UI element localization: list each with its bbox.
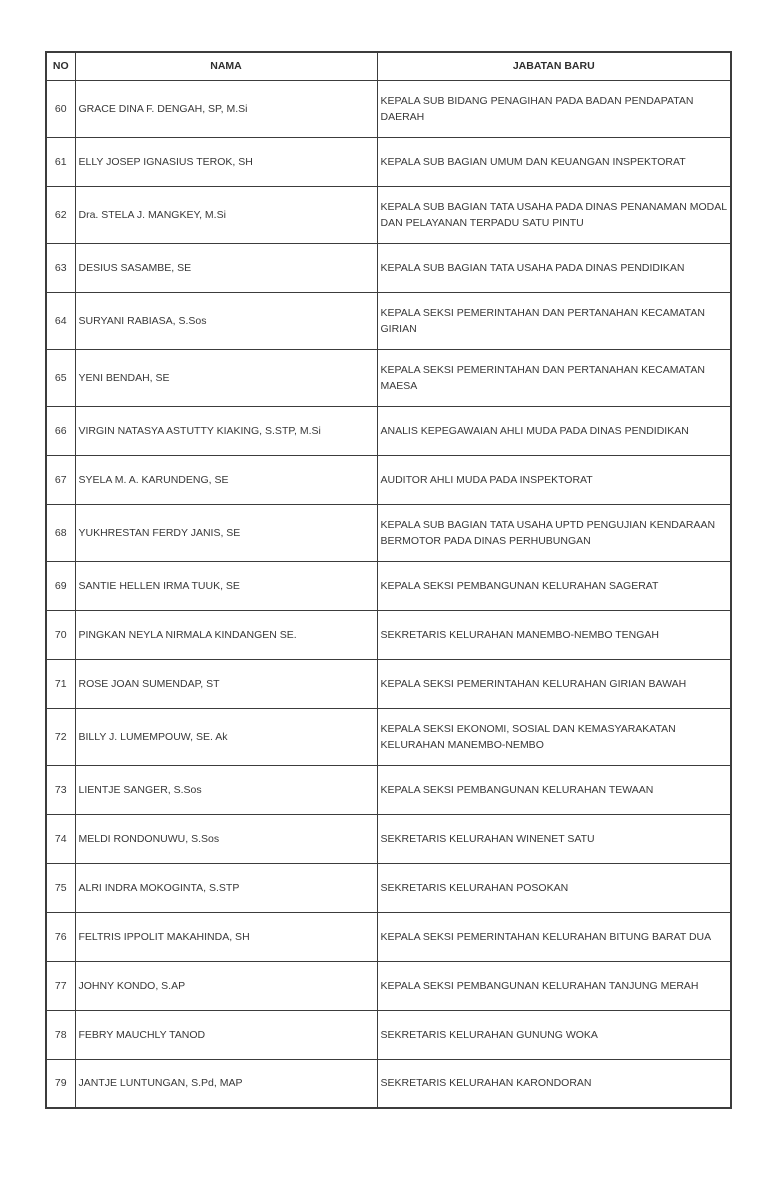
- table-row: [46, 137, 731, 186]
- table-row: [46, 961, 731, 1010]
- row-nama: FEBRY MAUCHLY TANOD: [75, 1010, 377, 1059]
- row-jabatan-baru: KEPALA SEKSI PEMERINTAHAN DAN PERTANAHAN KECAMATAN GIRIAN: [377, 292, 731, 349]
- row-nama: DESIUS SASAMBE, SE: [75, 243, 377, 292]
- table-row: [46, 80, 731, 137]
- table-row: [46, 504, 731, 561]
- row-jabatan-baru: KEPALA SUB BAGIAN TATA USAHA PADA DINAS PENANAMAN MODAL DAN PELAYANAN TERPADU SATU PINTU: [377, 186, 731, 243]
- row-jabatan-baru: SEKRETARIS KELURAHAN GUNUNG WOKA: [377, 1010, 731, 1059]
- table-row: [46, 765, 731, 814]
- row-nama: LIENTJE SANGER, S.Sos: [75, 765, 377, 814]
- row-nama: PINGKAN NEYLA NIRMALA KINDANGEN SE.: [75, 610, 377, 659]
- table-row: [46, 1059, 731, 1108]
- table-row: [46, 292, 731, 349]
- row-jabatan-baru: KEPALA SEKSI PEMBANGUNAN KELURAHAN TANJUNG MERAH: [377, 961, 731, 1010]
- row-jabatan-baru: KEPALA SEKSI PEMBANGUNAN KELURAHAN SAGERAT: [377, 561, 731, 610]
- table-header-row: [46, 52, 731, 80]
- table-row: [46, 186, 731, 243]
- row-jabatan-baru: KEPALA SUB BAGIAN UMUM DAN KEUANGAN INSPEKTORAT: [377, 137, 731, 186]
- row-jabatan-baru: AUDITOR AHLI MUDA PADA INSPEKTORAT: [377, 455, 731, 504]
- row-nama: ALRI INDRA MOKOGINTA, S.STP: [75, 863, 377, 912]
- row-nama: BILLY J. LUMEMPOUW, SE. Ak: [75, 708, 377, 765]
- row-no: 67: [46, 455, 75, 504]
- row-no: 68: [46, 504, 75, 561]
- row-nama: YENI BENDAH, SE: [75, 349, 377, 406]
- table-row: [46, 455, 731, 504]
- row-nama: MELDI RONDONUWU, S.Sos: [75, 814, 377, 863]
- table-row: [46, 243, 731, 292]
- row-no: 69: [46, 561, 75, 610]
- row-no: 76: [46, 912, 75, 961]
- row-no: 63: [46, 243, 75, 292]
- row-no: 61: [46, 137, 75, 186]
- col-header-no: NO: [46, 52, 75, 80]
- row-nama: FELTRIS IPPOLIT MAKAHINDA, SH: [75, 912, 377, 961]
- table-row: [46, 406, 731, 455]
- row-nama: JOHNY KONDO, S.AP: [75, 961, 377, 1010]
- row-no: 70: [46, 610, 75, 659]
- row-no: 75: [46, 863, 75, 912]
- col-header-nama: NAMA: [75, 52, 377, 80]
- row-jabatan-baru: KEPALA SEKSI PEMBANGUNAN KELURAHAN TEWAAN: [377, 765, 731, 814]
- row-nama: Dra. STELA J. MANGKEY, M.Si: [75, 186, 377, 243]
- appointments-table: [45, 51, 732, 1109]
- row-no: 64: [46, 292, 75, 349]
- row-nama: GRACE DINA F. DENGAH, SP, M.Si: [75, 80, 377, 137]
- table-body: [46, 80, 731, 1108]
- row-jabatan-baru: KEPALA SEKSI PEMERINTAHAN KELURAHAN BITUNG BARAT DUA: [377, 912, 731, 961]
- row-nama: VIRGIN NATASYA ASTUTTY KIAKING, S.STP, M.Si: [75, 406, 377, 455]
- row-jabatan-baru: SEKRETARIS KELURAHAN POSOKAN: [377, 863, 731, 912]
- row-no: 73: [46, 765, 75, 814]
- table-row: [46, 659, 731, 708]
- table-row: [46, 349, 731, 406]
- row-no: 72: [46, 708, 75, 765]
- row-jabatan-baru: SEKRETARIS KELURAHAN KARONDORAN: [377, 1059, 731, 1108]
- table-row: [46, 1010, 731, 1059]
- table-row: [46, 912, 731, 961]
- row-nama: SYELA M. A. KARUNDENG, SE: [75, 455, 377, 504]
- col-header-jabatan-baru: JABATAN BARU: [377, 52, 731, 80]
- row-nama: JANTJE LUNTUNGAN, S.Pd, MAP: [75, 1059, 377, 1108]
- row-jabatan-baru: SEKRETARIS KELURAHAN MANEMBO-NEMBO TENGAH: [377, 610, 731, 659]
- row-jabatan-baru: KEPALA SEKSI PEMERINTAHAN KELURAHAN GIRIAN BAWAH: [377, 659, 731, 708]
- row-nama: SANTIE HELLEN IRMA TUUK, SE: [75, 561, 377, 610]
- row-no: 62: [46, 186, 75, 243]
- row-jabatan-baru: ANALIS KEPEGAWAIAN AHLI MUDA PADA DINAS PENDIDIKAN: [377, 406, 731, 455]
- row-jabatan-baru: KEPALA SEKSI PEMERINTAHAN DAN PERTANAHAN KECAMATAN MAESA: [377, 349, 731, 406]
- row-no: 71: [46, 659, 75, 708]
- row-jabatan-baru: KEPALA SUB BIDANG PENAGIHAN PADA BADAN PENDAPATAN DAERAH: [377, 80, 731, 137]
- row-jabatan-baru: KEPALA SUB BAGIAN TATA USAHA UPTD PENGUJIAN KENDARAAN BERMOTOR PADA DINAS PERHUBUNGAN: [377, 504, 731, 561]
- row-no: 74: [46, 814, 75, 863]
- row-no: 65: [46, 349, 75, 406]
- table-row: [46, 610, 731, 659]
- row-no: 79: [46, 1059, 75, 1108]
- row-no: 77: [46, 961, 75, 1010]
- row-no: 78: [46, 1010, 75, 1059]
- table-row: [46, 814, 731, 863]
- row-nama: SURYANI RABIASA, S.Sos: [75, 292, 377, 349]
- row-jabatan-baru: SEKRETARIS KELURAHAN WINENET SATU: [377, 814, 731, 863]
- row-jabatan-baru: KEPALA SEKSI EKONOMI, SOSIAL DAN KEMASYARAKATAN KELURAHAN MANEMBO-NEMBO: [377, 708, 731, 765]
- row-no: 60: [46, 80, 75, 137]
- row-nama: YUKHRESTAN FERDY JANIS, SE: [75, 504, 377, 561]
- row-jabatan-baru: KEPALA SUB BAGIAN TATA USAHA PADA DINAS PENDIDIKAN: [377, 243, 731, 292]
- table-row: [46, 561, 731, 610]
- row-nama: ROSE JOAN SUMENDAP, ST: [75, 659, 377, 708]
- row-nama: ELLY JOSEP IGNASIUS TEROK, SH: [75, 137, 377, 186]
- table-row: [46, 708, 731, 765]
- table-row: [46, 863, 731, 912]
- row-no: 66: [46, 406, 75, 455]
